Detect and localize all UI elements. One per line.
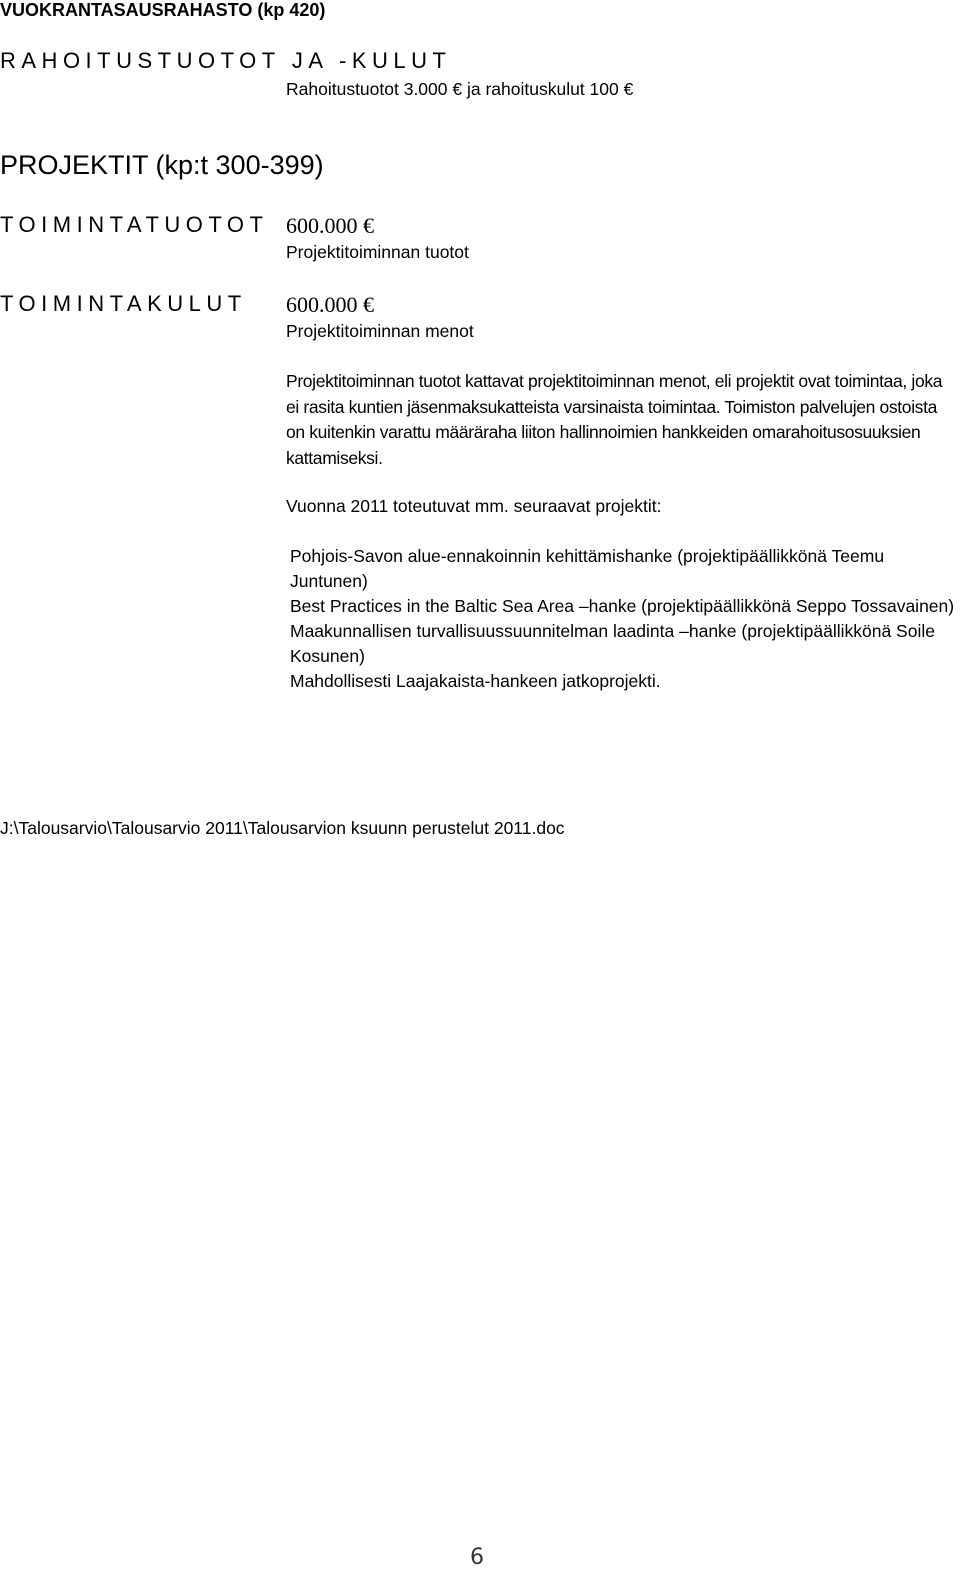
income-amount: 600.000 € <box>286 213 374 238</box>
projects-heading: PROJEKTIT (kp:t 300-399) <box>0 150 324 180</box>
finance-section-title: RAHOITUSTUOTOT JA -KULUT <box>0 48 452 73</box>
fund-title: VUOKRANTASAUSRAHASTO (kp 420) <box>0 0 326 20</box>
expenses-section-title: TOIMINTAKULUT <box>0 291 247 316</box>
income-label: Projektitoiminnan tuotot <box>286 242 469 262</box>
expenses-label: Projektitoiminnan menot <box>286 321 474 341</box>
list-item: Best Practices in the Baltic Sea Area –hanke (projektipäällikkönä Seppo Tossavainen) <box>290 596 955 616</box>
file-path: J:\Talousarvio\Talousarvio 2011\Talousarvion ksuunn perustelut 2011.doc <box>0 818 565 838</box>
list-item: Maakunnallisen turvallisuussuunnitelman laadinta –hanke (projektipäällikkönä Soile Kosunen) <box>290 621 935 666</box>
projects-intro: Vuonna 2011 toteutuvat mm. seuraavat projektit: <box>286 496 662 516</box>
income-section-title: TOIMINTATUOTOT <box>0 212 269 237</box>
page-number: 6 <box>470 1545 484 1570</box>
list-item: Pohjois-Savon alue-ennakoinnin kehittämishanke (projektipäällikkönä Teemu Juntunen) <box>290 546 885 591</box>
project-list <box>290 544 958 694</box>
list-item: Mahdollisesti Laajakaista-hankeen jatkoprojekti. <box>290 671 661 691</box>
description-paragraph: Projektitoiminnan tuotot kattavat projektitoiminnan menot, eli projektit ovat toimintaa, joka ei rasita kuntien jäsenmaksukatteista varsinaista toimintaa. Toimiston palvelujen ostoista on kuitenkin varattu määräraha liiton hallinnoimien hankkeiden omarahoitusosuuksien kattamiseksi. <box>286 371 943 468</box>
expenses-amount: 600.000 € <box>286 292 374 317</box>
finance-summary: Rahoitustuotot 3.000 € ja rahoituskulut 100 € <box>286 79 634 99</box>
